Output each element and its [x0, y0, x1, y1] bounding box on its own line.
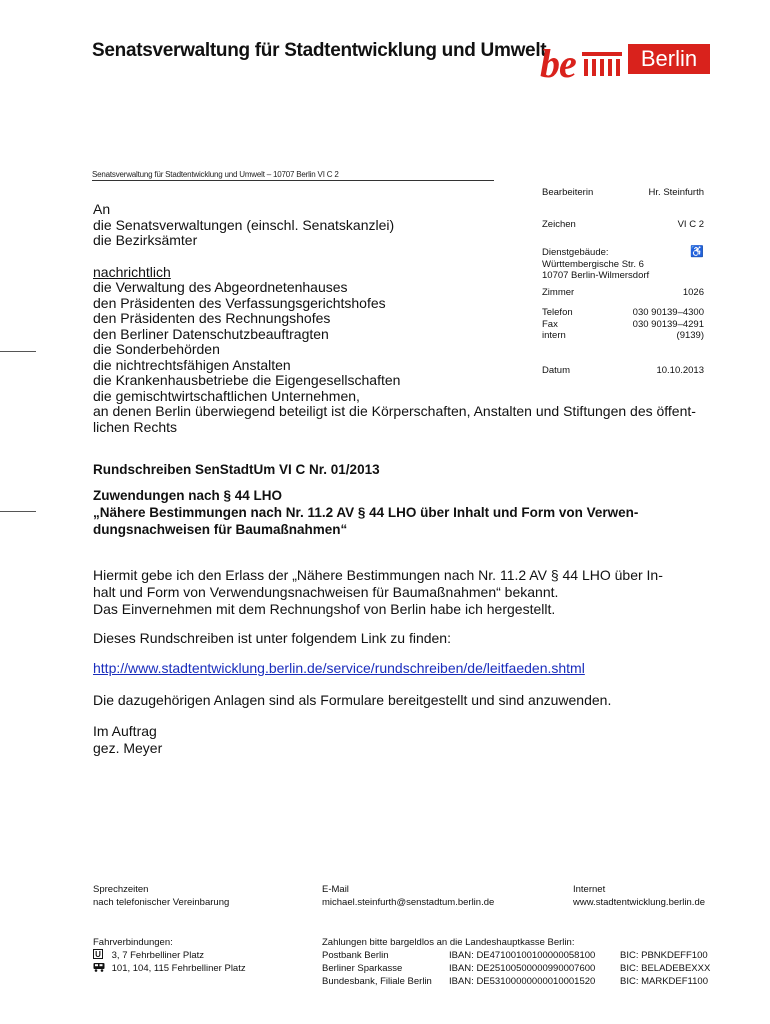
email-value[interactable]: michael.steinfurth@senstadtum.berlin.de	[322, 897, 495, 908]
recipient-line: die Bezirksämter	[93, 232, 198, 248]
fax-value: 030 90139–4291	[632, 318, 704, 330]
subject-line: Zuwendungen nach § 44 LHO	[93, 488, 283, 503]
ubahn-icon	[93, 949, 103, 959]
wheelchair-icon: ♿	[690, 246, 704, 258]
bank-iban: IBAN: DE25100500000990007600	[449, 963, 596, 974]
recipient-line: den Präsidenten des Verfassungsgerichtshofes	[93, 294, 386, 311]
zimmer-label: Zimmer	[542, 287, 575, 298]
info-zeichen	[542, 219, 704, 230]
fold-mark	[0, 511, 36, 512]
logo-be-text: be	[540, 41, 576, 86]
recipient-line: die gemischtwirtschaftlichen Unternehmen,	[93, 387, 360, 404]
bearbeiterin-label: Bearbeiterin	[542, 187, 594, 198]
signature-block	[93, 723, 162, 757]
recipient-line: an denen Berlin überwiegend beteiligt ist die Körperschaften, Anstalten und Stiftungen des öffent-	[93, 403, 696, 419]
sender-rule	[92, 180, 494, 181]
recipient-line: die Krankenhausbetriebe die Eigengesellschaften	[93, 372, 401, 388]
bus-icon	[93, 962, 105, 972]
subject-line: „Nähere Bestimmungen nach Nr. 11.2 AV § 44 LHO über Inhalt und Form von Verwen-	[93, 505, 639, 520]
bank-iban: IBAN: DE53100000000010001520	[449, 976, 596, 987]
info-dienstgebaeude	[542, 247, 704, 282]
bus-lines: 101, 104, 115 Fehrbelliner Platz	[111, 963, 246, 974]
email-label: E-Mail	[322, 884, 349, 895]
footer-email	[322, 883, 494, 909]
internet-value[interactable]: www.stadtentwicklung.berlin.de	[573, 897, 706, 908]
telefon-value: 030 90139–4300	[632, 307, 704, 318]
body-paragraph-1	[93, 567, 663, 618]
info-zimmer	[542, 287, 704, 298]
header-title: Senatsverwaltung für Stadtentwicklung und Umwelt	[92, 40, 547, 61]
bank-names	[322, 949, 432, 988]
bank-bic: BIC: BELADEBEXXX	[620, 963, 711, 974]
ubahn-lines: 3, 7 Fehrbelliner Platz	[111, 950, 205, 961]
footer-fahrverbindungen	[93, 936, 246, 975]
bank-bics	[620, 949, 710, 988]
rundschreiben-link[interactable]	[93, 660, 585, 677]
zahlungen-label: Zahlungen bitte bargeldlos an die Landeshauptkasse Berlin:	[322, 937, 575, 948]
subject-title: Rundschreiben SenStadtUm VI C Nr. 01/2013	[93, 462, 380, 477]
info-bearbeiterin	[542, 187, 704, 198]
bank-bic: BIC: MARKDEF1100	[620, 976, 708, 987]
sprechzeiten-label: Sprechzeiten	[93, 884, 149, 895]
recipient-line: die Senatsverwaltungen (einschl. Senatskanzlei)	[93, 216, 395, 233]
subject-line: dungsnachweisen für Baumaßnahmen“	[93, 522, 348, 537]
body-line: halt und Form von Verwendungsnachweisen für Baumaßnahmen“ bekannt.	[93, 584, 559, 600]
intern-value: (9139)	[676, 330, 704, 341]
subject-block	[93, 487, 638, 538]
address-city: 10707 Berlin-Wilmersdorf	[542, 270, 650, 281]
signature-im-auftrag: Im Auftrag	[93, 723, 157, 739]
address-street: Württembergische Str. 6	[542, 258, 644, 270]
recipient-line: den Präsidenten des Rechnungshofes	[93, 310, 331, 326]
zimmer-value: 1026	[682, 287, 704, 298]
info-phone	[542, 307, 704, 342]
svg-text:U: U	[95, 950, 101, 959]
fahrverbindungen-label: Fahrverbindungen:	[93, 937, 173, 948]
link-text[interactable]: http://www.stadtentwicklung.berlin.de/service/rundschreiben/de/leitfaeden.shtml	[93, 660, 585, 676]
bank-name: Bundesbank, Filiale Berlin	[322, 976, 432, 987]
footer-zahlungen	[322, 936, 574, 949]
body-line: Das Einvernehmen mit dem Rechnungshof von Berlin habe ich hergestellt.	[93, 601, 556, 617]
body-paragraph-2: Dieses Rundschreiben ist unter folgendem Link zu finden:	[93, 630, 451, 646]
recipients-an: An	[93, 201, 111, 217]
recipients-nachrichtlich: nachrichtlich	[93, 263, 171, 280]
bearbeiterin-value: Hr. Steinfurth	[648, 187, 704, 198]
brandenburg-gate-icon	[580, 50, 624, 78]
bank-name: Berliner Sparkasse	[322, 963, 403, 974]
recipient-line: lichen Rechts	[93, 418, 178, 435]
bank-bic: BIC: PBNKDEFF100	[620, 950, 708, 961]
info-datum	[542, 365, 704, 376]
berlin-logo	[540, 41, 710, 86]
telefon-label: Telefon	[542, 307, 573, 318]
zeichen-label: Zeichen	[542, 219, 576, 230]
fax-label: Fax	[542, 318, 558, 330]
sprechzeiten-value: nach telefonischer Vereinbarung	[93, 897, 230, 908]
sender-line: Senatsverwaltung für Stadtentwicklung und Umwelt – 10707 Berlin VI C 2	[92, 170, 339, 179]
zeichen-value: VI C 2	[677, 219, 704, 230]
datum-label: Datum	[542, 365, 570, 376]
bank-name: Postbank Berlin	[322, 950, 389, 961]
body-paragraph-3: Die dazugehörigen Anlagen sind als Formulare bereitgestellt und sind anzuwenden.	[93, 692, 612, 708]
bank-iban: IBAN: DE47100100100000058100	[449, 950, 596, 961]
footer-internet	[573, 883, 705, 909]
recipient-line: die Verwaltung des Abgeordnetenhauses	[93, 279, 348, 295]
recipient-line: den Berliner Datenschutzbeauftragten	[93, 325, 329, 342]
recipient-line: die nichtrechtsfähigen Anstalten	[93, 356, 291, 373]
signature-name: gez. Meyer	[93, 740, 163, 756]
recipient-line: die Sonderbehörden	[93, 341, 220, 357]
bank-ibans	[449, 949, 595, 988]
logo-berlin-box: Berlin	[628, 44, 710, 74]
footer-sprechzeiten	[93, 883, 229, 909]
fold-mark	[0, 351, 36, 352]
datum-value: 10.10.2013	[656, 365, 704, 376]
intern-label: intern	[542, 330, 566, 341]
dienstgebaeude-label: Dienstgebäude:	[542, 247, 609, 258]
internet-label: Internet	[573, 884, 606, 895]
body-line: Hiermit gebe ich den Erlass der „Nähere Bestimmungen nach Nr. 11.2 AV § 44 LHO über In-	[93, 567, 663, 583]
